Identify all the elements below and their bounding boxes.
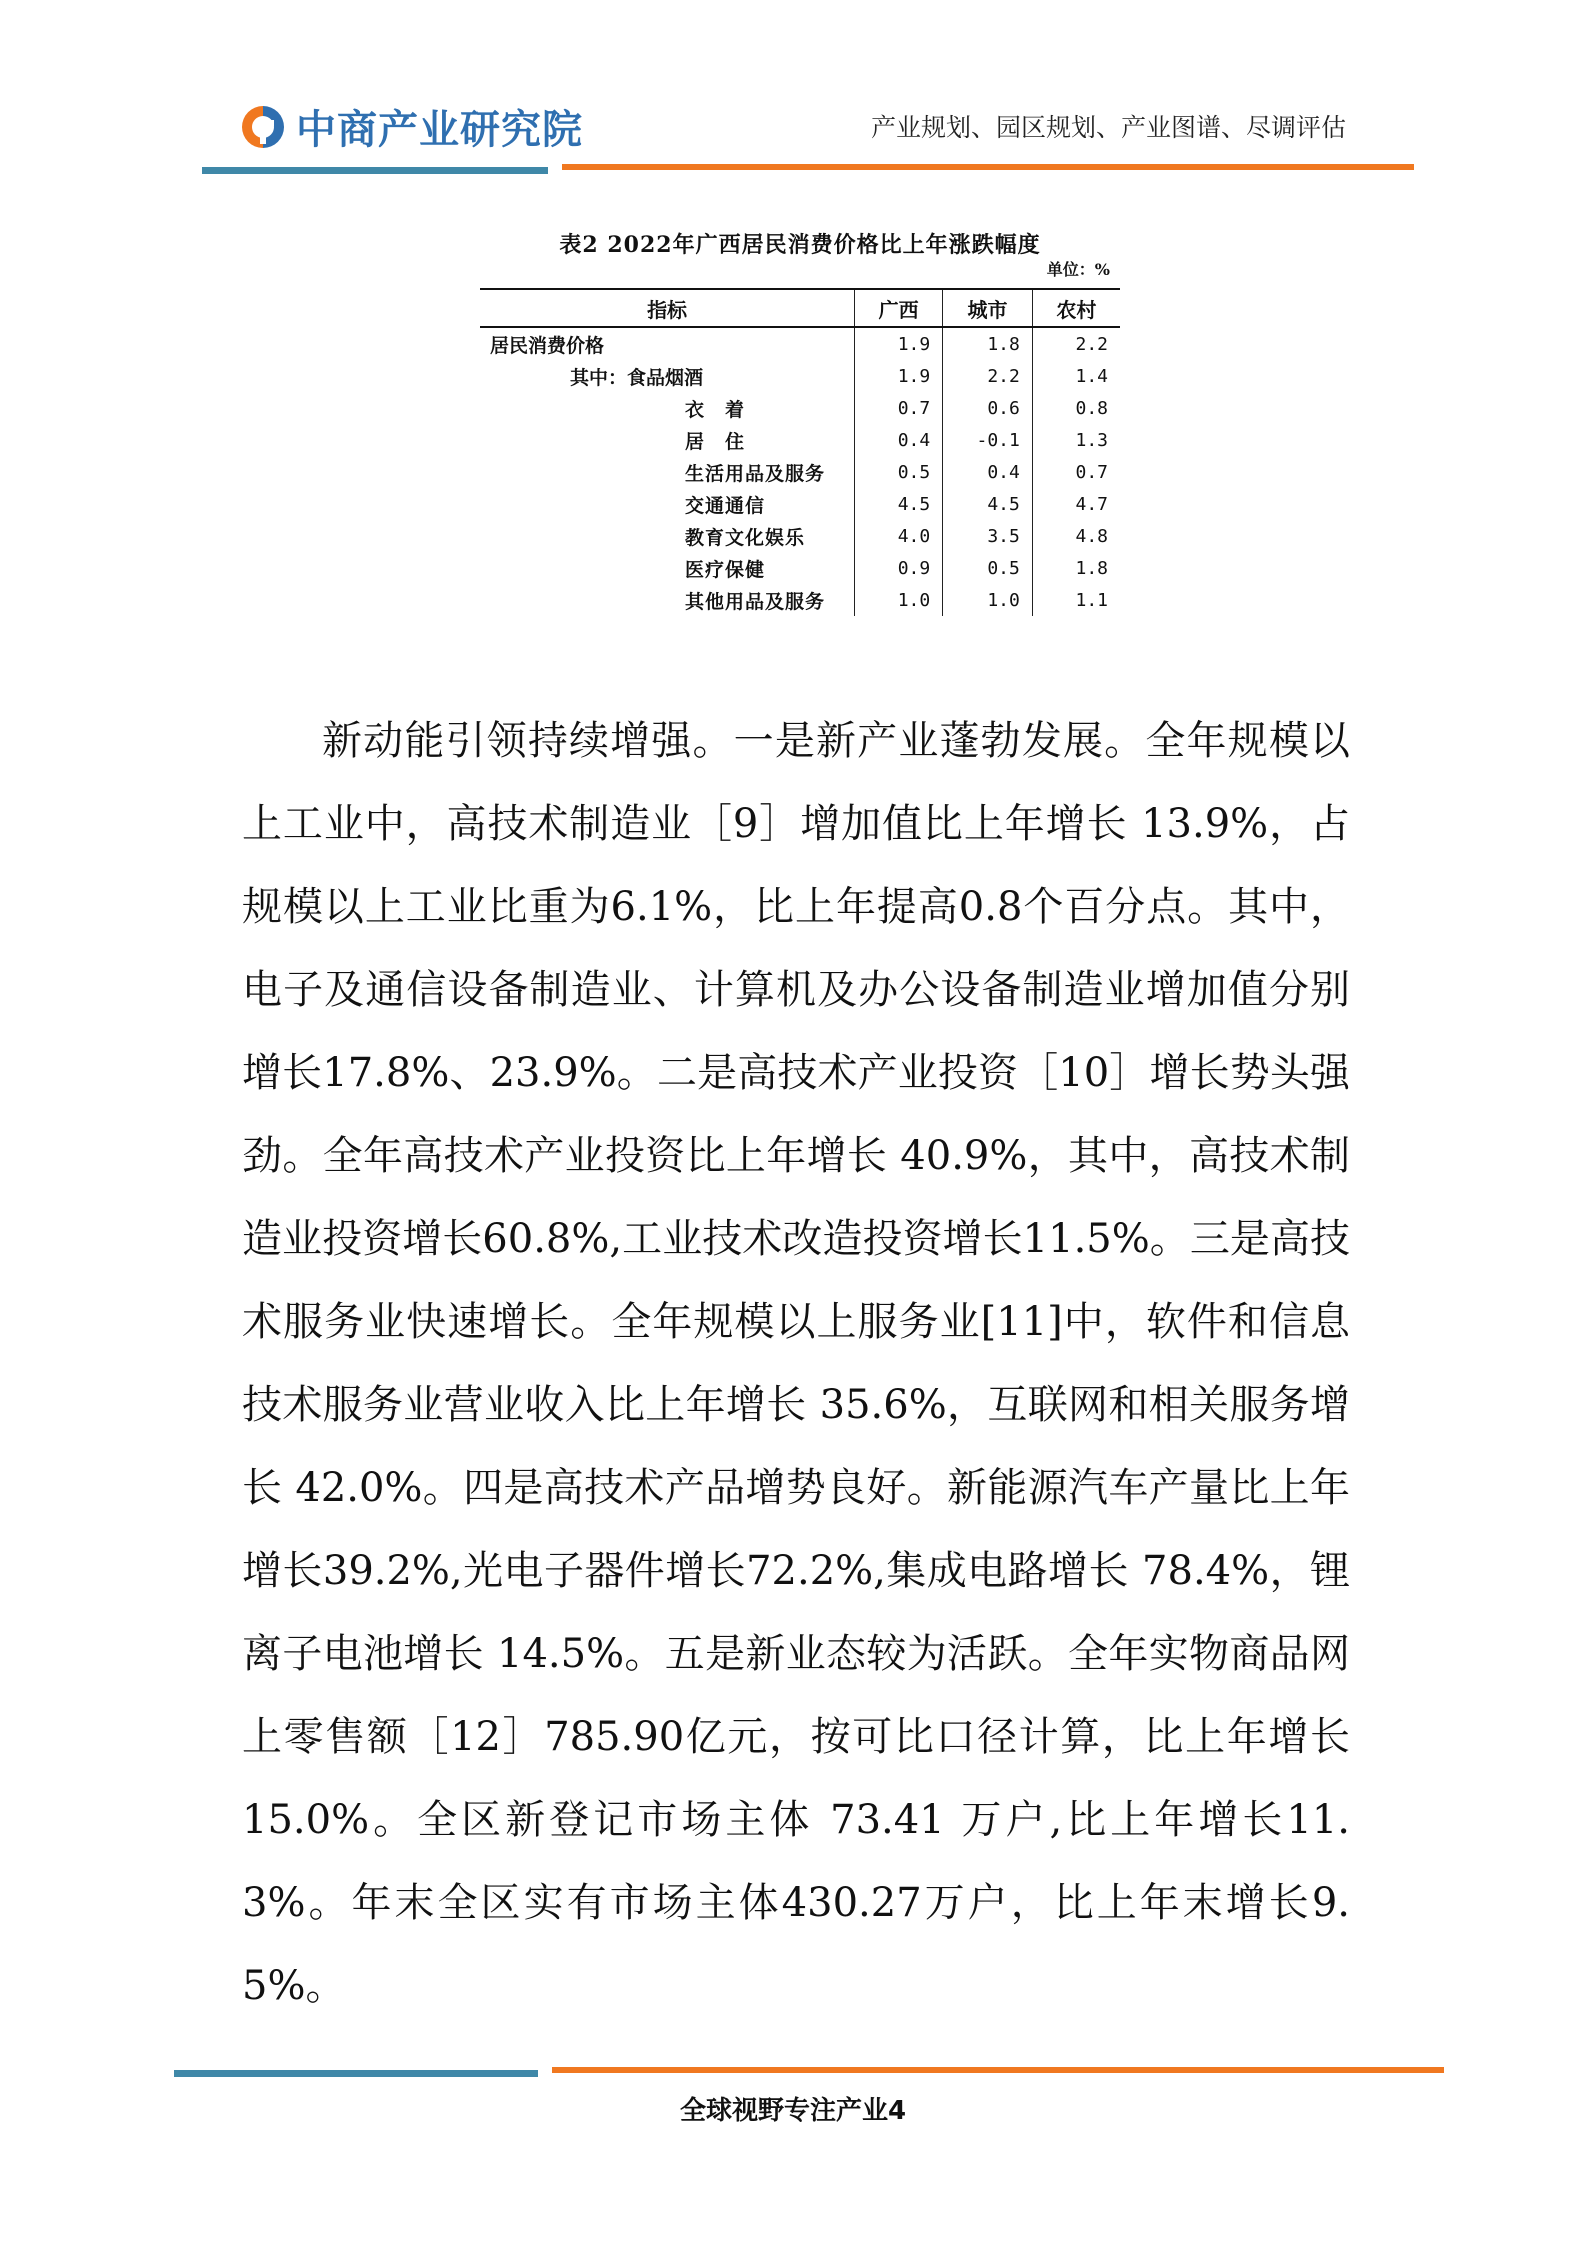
row-label: 医疗保健 [685,558,766,581]
cell-urban: 2.2 [943,360,1033,392]
brand-name: 中商产业研究院 [296,107,583,153]
cell-urban: 0.5 [943,552,1033,584]
table-header-row [480,289,1120,327]
row-label: 其中：食品烟酒 [570,366,704,389]
cell-guangxi: 4.0 [855,520,943,552]
header-indicator: 指标 [480,289,855,327]
table-title: 表2 2022年广西居民消费价格比上年涨跌幅度 [559,232,1041,258]
brand-logo-icon [238,102,288,152]
header-rule-orange [562,164,1414,170]
table-row [480,488,1120,520]
cell-urban: 4.5 [943,488,1033,520]
header-guangxi: 广西 [855,289,943,327]
cell-rural: 2.2 [1032,327,1120,360]
cell-guangxi: 1.0 [855,584,943,616]
header-tagline: 产业规划、园区规划、产业图谱、尽调评估 [870,113,1346,142]
cell-rural: 4.7 [1032,488,1120,520]
cell-guangxi: 1.9 [855,327,943,360]
cell-guangxi: 0.4 [855,424,943,456]
table-row [480,584,1120,616]
cell-urban: 0.4 [943,456,1033,488]
cell-urban: 1.8 [943,327,1033,360]
footer-rule-blue [174,2070,538,2077]
row-label: 居 住 [685,430,746,453]
table-row [480,392,1120,424]
cell-rural: 0.7 [1032,456,1120,488]
header-urban: 城市 [943,289,1033,327]
page-number: 4 [887,2096,907,2126]
cell-guangxi: 4.5 [855,488,943,520]
cell-rural: 1.8 [1032,552,1120,584]
cell-rural: 0.8 [1032,392,1120,424]
footer-rule-orange [552,2067,1444,2073]
cell-guangxi: 0.5 [855,456,943,488]
cpi-table-figure [480,228,1120,616]
cell-guangxi: 0.9 [855,552,943,584]
cell-rural: 4.8 [1032,520,1120,552]
brand-logo [238,98,583,155]
row-label: 教育文化娱乐 [685,526,806,549]
header-rural: 农村 [1032,289,1120,327]
cpi-table [480,288,1120,616]
table-row [480,327,1120,360]
cell-urban: 3.5 [943,520,1033,552]
cell-urban: -0.1 [943,424,1033,456]
page-header [0,0,1586,180]
row-label: 居民消费价格 [490,334,605,357]
cell-urban: 1.0 [943,584,1033,616]
footer-slogan: 全球视野专注产业 [679,2096,888,2126]
cell-guangxi: 0.7 [855,392,943,424]
row-label: 生活用品及服务 [685,462,826,485]
header-rule-blue [202,167,548,174]
row-label: 衣 着 [685,398,746,421]
table-row [480,424,1120,456]
cell-rural: 1.4 [1032,360,1120,392]
page-footer [0,2090,1586,2127]
cell-rural: 1.3 [1032,424,1120,456]
table-row [480,360,1120,392]
cell-urban: 0.6 [943,392,1033,424]
table-unit: 单位：% [1046,260,1110,279]
table-row [480,520,1120,552]
table-row [480,456,1120,488]
cell-guangxi: 1.9 [855,360,943,392]
table-row [480,552,1120,584]
row-label: 其他用品及服务 [685,590,826,613]
cell-rural: 1.1 [1032,584,1120,616]
row-label: 交通通信 [685,494,766,517]
body-paragraph: 新动能引领持续增强。一是新产业蓬勃发展。全年规模以上工业中，高技术制造业［9］增加值比上年增长 13.9%，占规模以上工业比重为6.1%，比上年提高0.8个百分点。其中，电子及通信设备制造业、计算机及办公设备制造业增加值分别增长17.8%、23.9%。二是高技术产业投资［10］增长势头强劲。全年高技术产业投资比上年增长 40.9%，其中，高技术制造业投资增长60.8%,工业技术改造投资增长11.5%。三是高技术服务业快速增长。全年规模以上服务业[11]中，软件和信息技术服务业营业收入比上年增长 35.6%，互联网和相关服务增长 42.0%。四是高技术产品增势良好。新能源汽车产量比上年增长39.2%,光电子器件增长72.2%,集成电路增长 78.4%，锂离子电池增长 14.5%。五是新业态较为活跃。全年实物商品网上零售额［12］785.90亿元，按可比口径计算，比上年增长 15.0%。全区新登记市场主体 73.41 万户,比上年增长11.3%。年末全区实有市场主体430.27万户，比上年末增长9.5%。 [242,718,1350,2009]
